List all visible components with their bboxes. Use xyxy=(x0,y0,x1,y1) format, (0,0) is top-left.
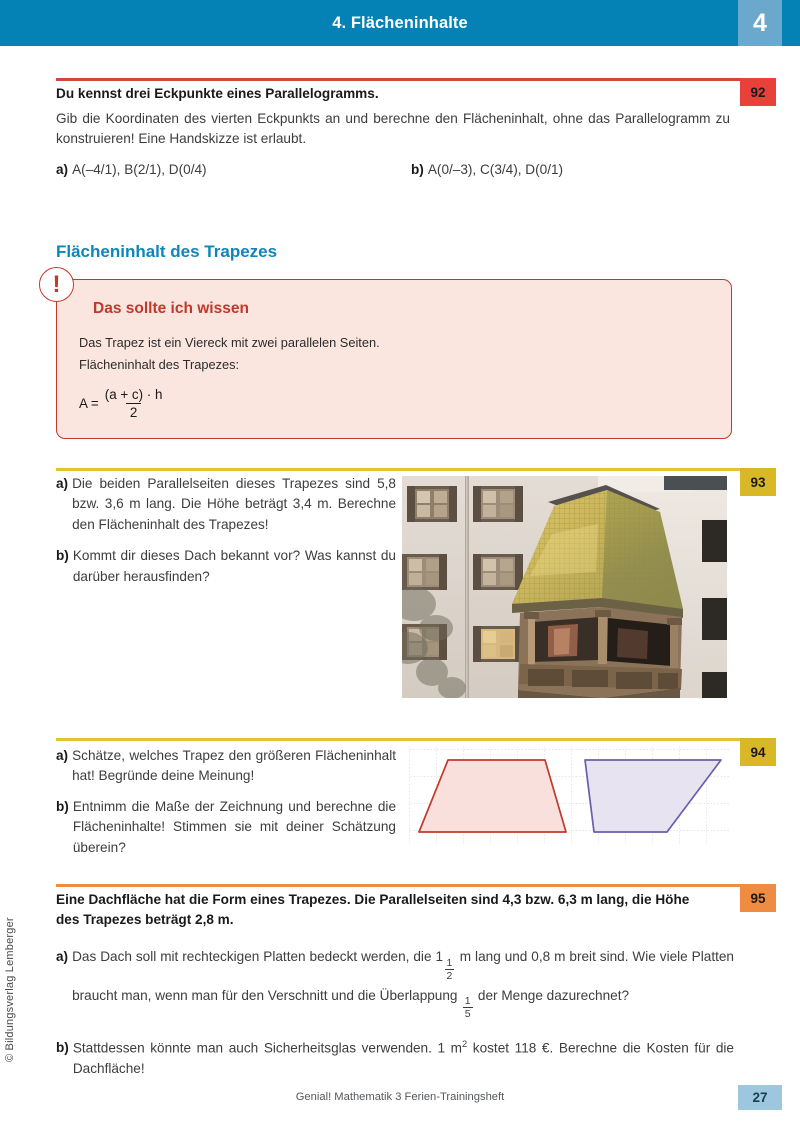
exercise-92-item-b xyxy=(411,160,730,180)
exercise-95-lead: Eine Dachfläche hat die Form eines Trapezes. Die Parallelseiten sind 4,3 bzw. 6,3 m lang, die Höhe des Trapezes beträgt 2,8 m. xyxy=(56,892,690,927)
exercise-95-item-a xyxy=(56,943,734,1020)
item-label-b: b) xyxy=(56,1040,69,1056)
info-box-line-1: Das Trapez ist ein Viereck mit zwei parallelen Seiten. xyxy=(79,335,380,350)
fraction-denominator: 2 xyxy=(446,969,453,982)
divider-93 xyxy=(56,468,776,471)
item-text-b: A(0/–3), C(3/4), D(0/1) xyxy=(427,162,564,178)
exercise-93-item-a xyxy=(56,474,396,535)
item-a-part3: der Menge dazurechnet? xyxy=(474,987,630,1003)
divider-95 xyxy=(56,884,776,887)
square-meter-exponent: 2 xyxy=(462,1039,468,1050)
page-title: 4. Flächeninhalte xyxy=(332,13,468,32)
item-label-a: a) xyxy=(56,949,69,965)
exercise-number-93: 93 xyxy=(740,468,776,496)
trapezoid-area-formula xyxy=(79,387,709,420)
exercise-number-94: 94 xyxy=(740,738,776,766)
item-label-a: a) xyxy=(56,162,69,178)
formula-fraction xyxy=(101,387,167,420)
info-box xyxy=(52,270,732,439)
section-heading-trapez xyxy=(56,242,730,262)
fraction-one-fifth xyxy=(463,995,473,1020)
divider-94 xyxy=(56,738,776,741)
item-a-part2: m lang und 0,8 m breit sind. Wie viele Platten braucht man, wenn man für den Verschnitt und die Überlappung xyxy=(72,949,734,1003)
exercise-92-lead: Du kennst drei Eckpunkte eines Parallelogramms. xyxy=(56,86,379,101)
item-text-b: Kommt dir dieses Dach bekannt vor? Was kannst du darüber herausfinden? xyxy=(72,548,396,584)
exercise-92-item-a xyxy=(56,160,411,180)
item-label-b: b) xyxy=(411,162,424,178)
info-box-line-2: Flächeninhalt des Trapezes: xyxy=(79,357,240,373)
item-text-a: A(–4/1), B(2/1), D(0/4) xyxy=(72,162,207,178)
item-label-b: b) xyxy=(56,798,69,814)
copyright-notice: © Bildungsverlag Lemberger xyxy=(4,917,16,1062)
item-label-a: a) xyxy=(56,476,69,491)
exercise-94-block xyxy=(56,746,396,858)
goldenes-dachl-photo xyxy=(402,476,727,698)
footer-book-title: Genial! Mathematik 3 Ferien-Trainingsheft xyxy=(295,1091,505,1103)
item-text-a: Die beiden Parallelseiten dieses Trapezes sind 5,8 bzw. 3,6 m lang. Die Höhe beträgt 3,4 m. Berechne den Flächeninhalt des Trapezes! xyxy=(72,476,396,532)
section-heading-label: Flächeninhalt des Trapezes xyxy=(56,242,278,261)
exercise-93-item-b xyxy=(56,546,396,587)
two-trapezoids-figure xyxy=(408,745,730,845)
divider-92 xyxy=(56,78,776,81)
fraction-numerator: 1 xyxy=(446,956,453,969)
exercise-number-92: 92 xyxy=(740,78,776,106)
exclamation-icon: ! xyxy=(39,267,74,302)
exercise-94-item-a xyxy=(56,746,396,787)
item-label-b: b) xyxy=(56,548,69,564)
exercise-92-body: Gib die Koordinaten des vierten Eckpunkts an und berechne den Flächeninhalt, ohne das Parallelogramm zu konstruieren! Eine Handskizze ist erlaubt. xyxy=(56,110,730,147)
page-header xyxy=(0,0,800,46)
exercise-94-item-b xyxy=(56,797,396,858)
exercise-92-block xyxy=(56,84,730,180)
exercise-95-item-b xyxy=(56,1038,734,1079)
exercise-number-95: 95 xyxy=(740,884,776,912)
item-b-part2: kostet 118 €. Berechne die Kosten für die Dachfläche! xyxy=(72,1041,734,1077)
item-text-b xyxy=(73,1038,734,1079)
item-text-a: Schätze, welches Trapez den größeren Flächeninhalt hat! Begründe deine Meinung! xyxy=(72,748,396,784)
formula-lhs: A = xyxy=(79,395,99,411)
info-box-title: Das sollte ich wissen xyxy=(93,300,249,317)
fraction-denominator: 5 xyxy=(464,1008,471,1021)
item-label-a: a) xyxy=(56,748,69,763)
fraction-numerator: 1 xyxy=(464,995,471,1008)
chapter-badge: 4 xyxy=(738,0,782,46)
item-b-part1: Stattdessen könnte man auch Sicherheitsglas verwenden. 1 m xyxy=(72,1041,463,1056)
fraction-one-half xyxy=(445,957,455,982)
exercise-93-block xyxy=(56,474,396,587)
formula-denominator: 2 xyxy=(126,403,141,420)
formula-numerator: (a + c) · h xyxy=(104,386,163,402)
item-text-a xyxy=(72,943,734,1020)
goldenes-dachl-illustration xyxy=(402,476,727,698)
item-text-b: Entnimm die Maße der Zeichnung und berechne die Flächeninhalte! Stimmen sie mit deiner Schätzung überein? xyxy=(72,798,396,855)
exercise-95-block xyxy=(56,890,734,1080)
trapezoid-diagram xyxy=(408,745,730,845)
page-number-badge: 27 xyxy=(738,1085,782,1110)
item-a-part1: Das Dach soll mit rechteckigen Platten bedeckt werden, die 1 xyxy=(72,949,444,965)
